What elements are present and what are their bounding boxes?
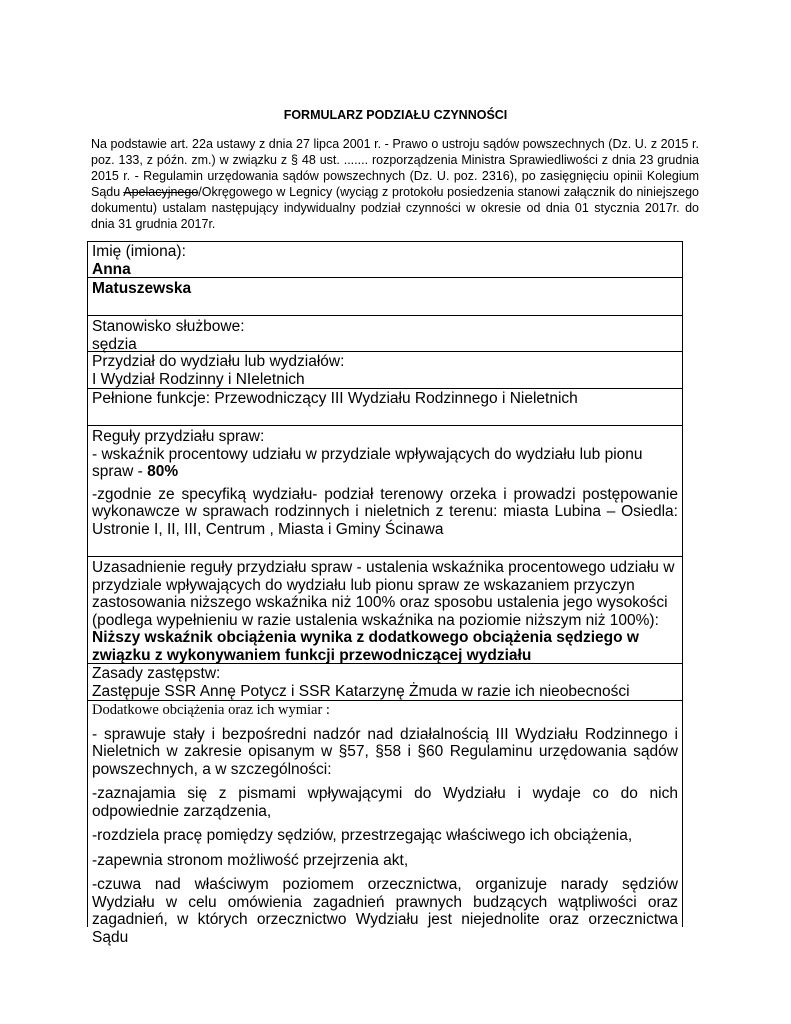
justification-row — [88, 557, 682, 664]
division-value: I Wydział Rodzinny i NIeletnich — [92, 370, 305, 388]
additional-label: Dodatkowe obciążenia oraz ich wymiar : — [92, 702, 330, 718]
division-row — [88, 352, 682, 389]
rules-percent: 80% — [147, 463, 179, 480]
rules-label: Reguły przydziału spraw: — [92, 428, 265, 445]
substitution-row — [88, 664, 682, 701]
functions-text: Pełnione funkcje: Przewodniczący III Wydziału Rodzinnego i Nieletnich — [92, 390, 578, 407]
position-value: sędzia — [92, 335, 137, 353]
rules-row — [88, 426, 682, 557]
position-row — [88, 316, 682, 352]
additional-item-5: -czuwa nad właściwym poziomem orzecznictwa, organizuje narady sędziów Wydziału w celu omówienia zagadnień prawnych budzących wątpliwości oraz zagadnień, w których orzecznictwo Wydziału jest niejednolite oraz orzecznictwa Sądu — [92, 876, 678, 946]
additional-item-4: -zapewnia stronom możliwość przejrzenia akt, — [92, 851, 409, 869]
rules-line2-prefix: spraw - — [92, 463, 148, 480]
additional-item-3: -rozdziela pracę pomiędzy sędziów, przestrzegając właściwego ich obciążenia, — [92, 827, 633, 844]
substitution-value: Zastępuje SSR Annę Potycz i SSR Katarzynę Żmuda w razie ich nieobecności — [92, 682, 630, 700]
form-title: FORMULARZ PODZIAŁU CZYNNOŚCI — [283, 108, 508, 122]
assignment-form-table — [87, 241, 683, 946]
additional-item-1: - sprawuje stały i bezpośredni nadzór nad działalnością III Wydziału Rodzinnego i Nieletnich w zakresie opisanym w §57, §58 i §60 Regulaminu urzędowania sądów powszechnych, a w szczególności: — [92, 725, 678, 778]
first-name-value: Anna — [92, 260, 131, 278]
additional-item-2: -zaznajamia się z pismami wpływającymi do Wydziału i wydaje co do nich odpowiednie zarządzenia, — [92, 785, 678, 820]
rules-line1: - wskaźnik procentowy udziału w przydziale wpływających do wydziału lub pionu — [92, 445, 643, 463]
substitution-label: Zasady zastępstw: — [92, 665, 221, 682]
division-label: Przydział do wydziału lub wydziałów: — [92, 353, 345, 370]
intro-text-part1: Na podstawie art. 22a ustawy z dnia 27 lipca 2001 r. - Prawo o ustroju sądów powszechnych (Dz. U. z 2015 r. poz. 133, z późn. zm.) w związku z § 48 ust. ....... rozporządzenia Ministra Sprawiedliwości z dnia 23 grudnia 2015 r. - Regulamin urzędowania sądów powszechnych (Dz. U. poz. 2316), po zasięgnięciu opinii Kolegium Sądu — [91, 137, 699, 199]
surname-value: Matuszewska — [92, 280, 192, 297]
position-label: Stanowisko służbowe: — [92, 318, 245, 335]
name-label: Imię (imiona): — [92, 243, 186, 260]
name-row — [88, 242, 682, 278]
rules-territory: -zgodnie ze specyfiką wydziału- podział terenowy orzeka i prowadzi postępowanie wykonawcze w sprawach rodzinnych i nieletnich z terenu: miasta Lubina – Osiedla: Ustronie I, II, III, Centrum , Miasta i Gminy Ścinawa — [92, 485, 678, 538]
rules-line2 — [92, 463, 678, 481]
intro-paragraph — [91, 136, 699, 232]
additional-duties-row — [88, 701, 682, 946]
functions-row — [88, 389, 682, 426]
intro-text-part2: /Okręgowego w Legnicy (wyciąg z protokołu posiedzenia stanowi załącznik do niniejszego dokumentu) ustalam następujący indywidualny podział czynności w okresie od dnia 01 stycznia 2017r. do dnia 31 grudnia 2017r. — [91, 185, 699, 231]
surname-row — [88, 278, 682, 316]
intro-struck-word: Apelacyjnego — [123, 185, 199, 199]
justification-bold: Niższy wskaźnik obciążenia wynika z dodatkowego obciążenia sędziego w związku z wykonywaniem funkcji przewodniczącej wydziału — [92, 629, 639, 664]
justification-text: Uzasadnienie reguły przydziału spraw - ustalenia wskaźnika procentowego udziału w przydziale wpływających do wydziału lub pionu spraw ze wskazaniem przyczyn zastosowania niższego wskaźnika niż 100% oraz sposobu ustalenia jego wysokości (podlega wypełnieniu w razie ustalenia wskaźnika na poziomie niższym niż 100%): — [92, 559, 675, 629]
